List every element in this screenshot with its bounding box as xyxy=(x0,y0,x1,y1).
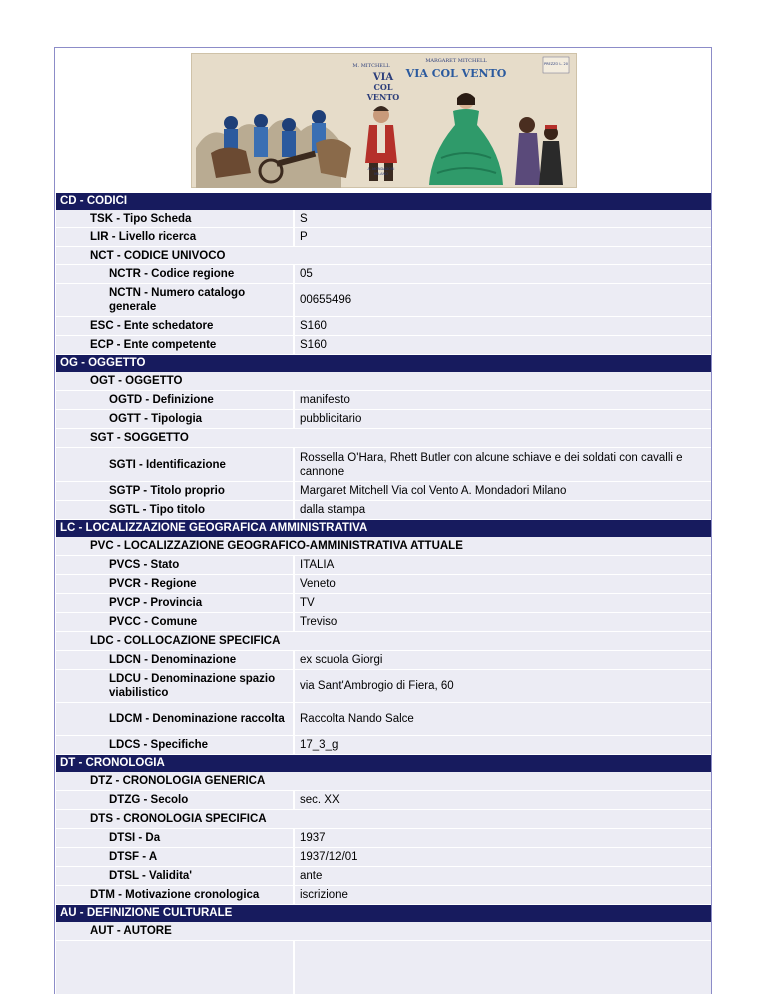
field-row xyxy=(56,284,712,317)
field-key: OGTT - Tipologia xyxy=(109,413,203,425)
field-row xyxy=(56,703,712,736)
field-row xyxy=(56,886,712,905)
field-value: pubblicitario xyxy=(293,410,712,428)
field-row xyxy=(56,613,712,632)
field-key: LIR - Livello ricerca xyxy=(90,231,197,243)
field-key: LDCN - Denominazione xyxy=(109,654,237,666)
group-header: AUT - AUTORE xyxy=(56,922,712,941)
field-key: PVCP - Provincia xyxy=(109,597,203,609)
field-value: Rossella O'Hara, Rhett Butler con alcune schiave e dei soldati con cavalli e cannone xyxy=(293,448,712,481)
field-key: OGTD - Definizione xyxy=(109,394,214,406)
field-value: Treviso xyxy=(293,613,712,631)
catalog-table xyxy=(56,193,712,994)
field-value: 1937 xyxy=(293,829,712,847)
field-value: S160 xyxy=(293,336,712,354)
field-key: DTSL - Validita' xyxy=(109,870,193,882)
section-header: CD - CODICI xyxy=(56,193,712,210)
section-header: OG - OGGETTO xyxy=(56,355,712,372)
poster-left-title-1: VIA xyxy=(372,72,394,83)
field-value: 00655496 xyxy=(293,284,712,316)
field-row xyxy=(56,791,712,810)
field-key: ECP - Ente competente xyxy=(90,339,217,351)
field-key: SGTP - Titolo proprio xyxy=(109,485,225,497)
field-value: 05 xyxy=(293,265,712,283)
catalog-card xyxy=(54,47,712,994)
field-value: 1937/12/01 xyxy=(293,848,712,866)
group-header: LDC - COLLOCAZIONE SPECIFICA xyxy=(56,632,712,651)
section-header: LC - LOCALIZZAZIONE GEOGRAFICA AMMINISTRATIVA xyxy=(56,520,712,537)
field-key: LDCU - Denominazione spazio viabilistico xyxy=(109,673,276,699)
field-value: manifesto xyxy=(293,391,712,409)
field-value: sec. XX xyxy=(293,791,712,809)
field-value: TV xyxy=(293,594,712,612)
field-key: LDCM - Denominazione raccolta xyxy=(109,713,285,725)
field-value: Raccolta Nando Salce xyxy=(293,703,712,735)
field-key: DTSI - Da xyxy=(109,832,161,844)
field-value: iscrizione xyxy=(293,886,712,904)
field-value: P xyxy=(293,228,712,246)
field-key: PVCS - Stato xyxy=(109,559,180,571)
field-row xyxy=(56,575,712,594)
field-value: Veneto xyxy=(293,575,712,593)
poster-illustration xyxy=(191,53,577,188)
field-row xyxy=(56,867,712,886)
field-key: DTM - Motivazione cronologica xyxy=(90,889,260,901)
field-row xyxy=(56,670,712,703)
field-key: TSK - Tipo Scheda xyxy=(90,212,192,225)
field-value: S160 xyxy=(293,317,712,335)
field-value xyxy=(293,941,712,994)
field-key: LDCS - Specifiche xyxy=(109,739,209,751)
field-row xyxy=(56,336,712,355)
field-key: SGTL - Tipo titolo xyxy=(109,504,206,516)
field-key: ESC - Ente schedatore xyxy=(90,320,214,332)
field-row xyxy=(56,501,712,520)
field-key: DTZG - Secolo xyxy=(109,794,189,806)
field-value: Margaret Mitchell Via col Vento A. Mondadori Milano xyxy=(293,482,712,500)
field-value: ante xyxy=(293,867,712,885)
field-value: ITALIA xyxy=(293,556,712,574)
field-key: DTSF - A xyxy=(109,851,158,863)
field-row xyxy=(56,391,712,410)
field-row xyxy=(56,829,712,848)
poster-publisher-2: MILANO xyxy=(374,172,388,176)
section-header: DT - CRONOLOGIA xyxy=(56,755,712,772)
poster-right-author: MARGARET MITCHELL xyxy=(425,58,487,64)
poster-left-title-3: VENTO xyxy=(366,92,400,102)
field-key xyxy=(56,941,293,994)
group-header: DTS - CRONOLOGIA SPECIFICA xyxy=(56,810,712,829)
field-row xyxy=(56,651,712,670)
field-row xyxy=(56,410,712,429)
field-value: S xyxy=(293,210,712,227)
field-key: PVCC - Comune xyxy=(109,616,198,628)
poster-corner-box: PREZZO L. 20 xyxy=(543,62,569,66)
field-row xyxy=(56,265,712,284)
field-value: 17_3_g xyxy=(293,736,712,754)
field-row xyxy=(56,210,712,228)
poster-image xyxy=(191,53,577,188)
field-row xyxy=(56,317,712,336)
field-value: ex scuola Giorgi xyxy=(293,651,712,669)
field-key: NCTN - Numero catalogo generale xyxy=(109,287,246,313)
group-header: OGT - OGGETTO xyxy=(56,372,712,391)
field-row xyxy=(56,448,712,482)
field-row xyxy=(56,848,712,867)
group-header: PVC - LOCALIZZAZIONE GEOGRAFICO-AMMINISTRATIVA ATTUALE xyxy=(56,537,712,556)
poster-publisher-1: A. MONDADORI xyxy=(367,167,395,171)
field-key: NCTR - Codice regione xyxy=(109,268,235,280)
field-key: SGTI - Identificazione xyxy=(109,458,226,471)
group-header: NCT - CODICE UNIVOCO xyxy=(56,247,712,265)
field-row xyxy=(56,228,712,247)
group-header: SGT - SOGGETTO xyxy=(56,429,712,448)
field-value: via Sant'Ambrogio di Fiera, 60 xyxy=(293,670,712,702)
section-header: AU - DEFINIZIONE CULTURALE xyxy=(56,905,712,922)
field-value: dalla stampa xyxy=(293,501,712,519)
poster-left-author: M. MITCHELL xyxy=(352,63,390,69)
poster-right-title: VIA COL VENTO xyxy=(405,67,507,80)
group-header: DTZ - CRONOLOGIA GENERICA xyxy=(56,772,712,791)
field-key: PVCR - Regione xyxy=(109,578,197,590)
field-row xyxy=(56,556,712,575)
poster-left-title-2: COL xyxy=(373,82,393,92)
field-row xyxy=(56,736,712,755)
field-row xyxy=(56,941,712,994)
field-row xyxy=(56,594,712,613)
field-row xyxy=(56,482,712,501)
